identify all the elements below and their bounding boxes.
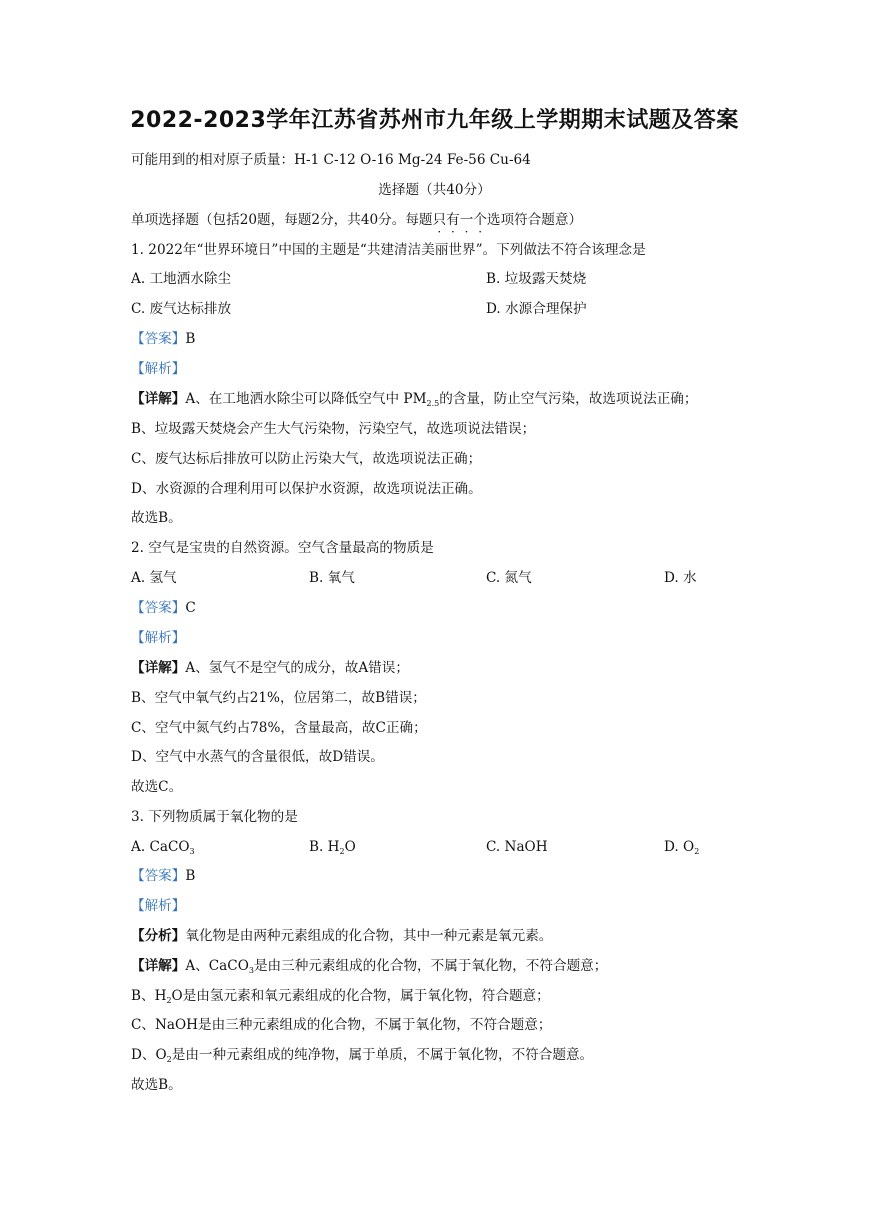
q3-conclusion: 故选B。 bbox=[131, 1077, 182, 1093]
document-title: 2022-2023学年江苏省苏州市九年级上学期期末试题及答案 bbox=[130, 108, 739, 133]
emph-char: 一 bbox=[459, 212, 474, 228]
q1-analysis-tag: 【解析】 bbox=[131, 361, 186, 377]
q3-analysis-tag: 【解析】 bbox=[131, 898, 186, 914]
q1-detail-a bbox=[131, 390, 698, 413]
q3-stem: 3. 下列物质属于氧化物的是 bbox=[131, 809, 298, 825]
q3-answer bbox=[131, 867, 195, 885]
q3-analysis-text: 氧化物是由两种元素组成的化合物，其中一种元素是氧元素。 bbox=[185, 928, 553, 944]
q3-answer-value: B bbox=[185, 868, 196, 884]
instruction-prefix: 单项选择题（包括20题，每题2分，共40分。每题 bbox=[131, 212, 433, 228]
instruction-suffix: 选项符合题意） bbox=[486, 212, 583, 228]
atomic-mass-line: 可能用到的相对原子质量：H-1 C-12 O-16 Mg-24 Fe-56 Cu-64 bbox=[131, 152, 531, 168]
q3-detail-d bbox=[131, 1046, 593, 1069]
q2-detail-c: C、空气中氮气约占78%，含量最高，故C正确； bbox=[131, 720, 427, 736]
q2-conclusion: 故选C。 bbox=[131, 779, 183, 795]
pm-subscript: 2.5 bbox=[426, 399, 440, 408]
q3-option-d bbox=[664, 838, 699, 861]
subscript: 2 bbox=[166, 996, 172, 1005]
q2-option-c: C. 氮气 bbox=[486, 570, 532, 586]
subscript: 2 bbox=[166, 1055, 172, 1064]
q1-detail-a-pre: A、在工地洒水除尘可以降低空气中 PM bbox=[185, 391, 427, 407]
q3-detail-d-pre: D、O bbox=[131, 1047, 167, 1063]
emph-char: 有 bbox=[446, 212, 460, 228]
q3-detail-b-post: O是由氢元素和氧元素组成的化合物，属于氧化物，符合题意； bbox=[171, 988, 550, 1004]
q2-option-a: A. 氢气 bbox=[131, 570, 177, 586]
q2-stem: 2. 空气是宝贵的自然资源。空气含量最高的物质是 bbox=[131, 540, 434, 556]
q2-detail-a bbox=[131, 659, 409, 677]
q1-answer bbox=[131, 330, 195, 348]
q3-detail-a-pre: A、CaCO bbox=[185, 958, 249, 974]
q3-option-a bbox=[131, 838, 195, 861]
q2-answer-value: C bbox=[185, 600, 196, 616]
q2-detail-a-text: A、氢气不是空气的成分，故A错误； bbox=[185, 660, 409, 676]
q1-stem: 1. 2022年“世界环境日”中国的主题是“共建清洁美丽世界”。下列做法不符合该理念是 bbox=[131, 242, 646, 258]
q1-detail-b: B、垃圾露天焚烧会产生大气污染物，污染空气，故选项说法错误； bbox=[131, 421, 536, 437]
q3-detail-d-post: 是由一种元素组成的纯净物，属于单质，不属于氧化物，不符合题意。 bbox=[171, 1047, 594, 1063]
detail-tag: 【详解】 bbox=[131, 391, 186, 407]
q3-option-c: C. NaOH bbox=[486, 839, 548, 855]
detail-tag: 【详解】 bbox=[131, 958, 186, 974]
q3-option-b-post: O bbox=[344, 839, 356, 855]
q1-detail-a-post: 的含量，防止空气污染，故选项说法正确； bbox=[439, 391, 698, 407]
q1-answer-value: B bbox=[185, 331, 196, 347]
section-title: 选择题（共40分） bbox=[378, 182, 491, 198]
q1-option-c: C. 废气达标排放 bbox=[131, 301, 232, 317]
emph-char: 个 bbox=[473, 212, 487, 228]
q3-detail-a bbox=[131, 957, 607, 980]
q1-detail-d: D、水资源的合理利用可以保护水资源，故选项说法正确。 bbox=[131, 481, 482, 497]
q3-detail-b-pre: B、H bbox=[131, 988, 167, 1004]
q3-option-d-text: D. O bbox=[664, 839, 695, 855]
fenxi-tag: 【分析】 bbox=[131, 928, 186, 944]
q1-conclusion: 故选B。 bbox=[131, 510, 182, 526]
q3-analysis bbox=[131, 927, 552, 945]
subscript: 2 bbox=[694, 847, 700, 856]
subscript: 2 bbox=[339, 847, 345, 856]
answer-tag: 【答案】 bbox=[131, 600, 186, 616]
q1-option-a: A. 工地洒水除尘 bbox=[131, 271, 232, 287]
q3-option-a-text: A. CaCO bbox=[131, 839, 190, 855]
emph-char: 只 bbox=[432, 212, 447, 228]
answer-tag: 【答案】 bbox=[131, 868, 186, 884]
q3-option-b-pre: B. H bbox=[309, 839, 340, 855]
q2-detail-b: B、空气中氧气约占21%，位居第二，故B错误； bbox=[131, 690, 426, 706]
q1-detail-c: C、废气达标后排放可以防止污染大气，故选项说法正确； bbox=[131, 451, 482, 467]
instruction-line bbox=[131, 211, 582, 229]
q2-detail-d: D、空气中水蒸气的含量很低，故D错误。 bbox=[131, 749, 384, 765]
q3-option-b bbox=[309, 838, 356, 861]
subscript: 3 bbox=[248, 966, 254, 975]
q3-detail-b bbox=[131, 987, 550, 1010]
answer-tag: 【答案】 bbox=[131, 331, 186, 347]
q2-option-b: B. 氧气 bbox=[309, 570, 355, 586]
q2-option-d: D. 水 bbox=[664, 570, 697, 586]
q2-analysis-tag: 【解析】 bbox=[131, 630, 186, 646]
q3-detail-c: C、NaOH是由三种元素组成的化合物，不属于氧化物，不符合题意； bbox=[131, 1017, 552, 1033]
q2-answer bbox=[131, 599, 196, 617]
detail-tag: 【详解】 bbox=[131, 660, 186, 676]
subscript: 3 bbox=[189, 847, 195, 856]
q1-option-d: D. 水源合理保护 bbox=[486, 301, 587, 317]
q1-option-b: B. 垃圾露天焚烧 bbox=[486, 271, 587, 287]
q3-detail-a-post: 是由三种元素组成的化合物，不属于氧化物，不符合题意； bbox=[253, 958, 608, 974]
